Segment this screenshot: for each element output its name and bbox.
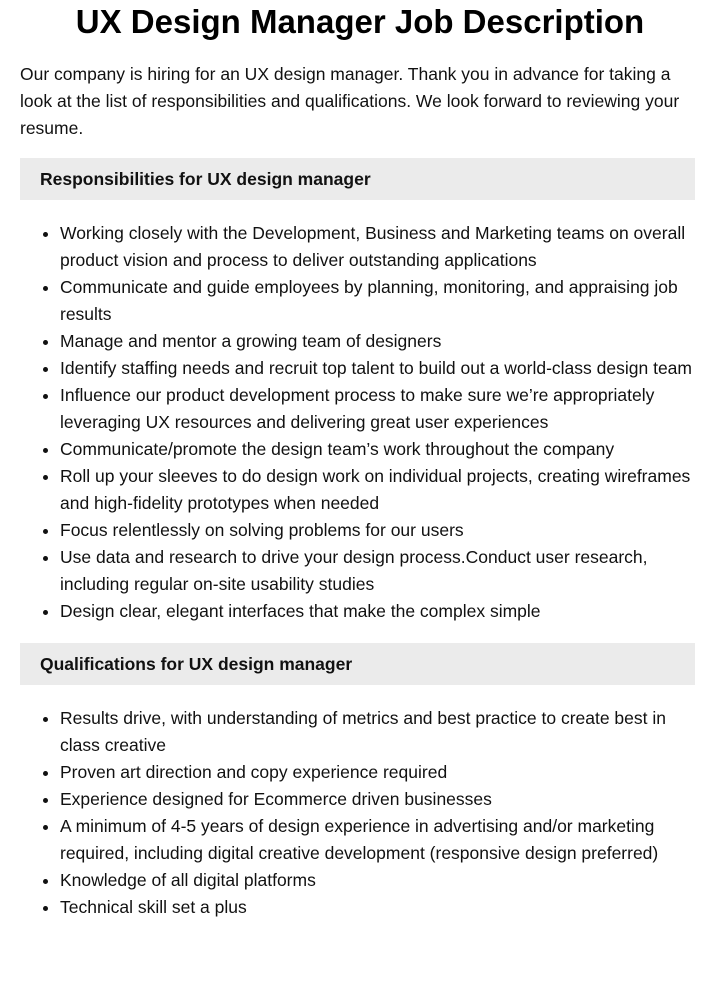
intro-paragraph: Our company is hiring for an UX design manager. Thank you in advance for taking a look at the list of responsibilities and qualifications. We look forward to reviewing your resume.: [20, 64, 680, 138]
list-item: • Design clear, elegant interfaces that make the complex simple: [60, 598, 700, 625]
list-item: • Identify staffing needs and recruit top talent to build out a world-class design team: [60, 355, 700, 382]
responsibilities-list: [0, 220, 700, 625]
list-item: • Proven art direction and copy experience required: [60, 759, 700, 786]
responsibilities-heading: Responsibilities for UX design manager: [20, 158, 695, 200]
list-item: • A minimum of 4-5 years of design experience in advertising and/or marketing required, including digital creative development (responsive design preferred): [60, 813, 700, 867]
list-item: • Focus relentlessly on solving problems for our users: [60, 517, 700, 544]
list-item: • Influence our product development process to make sure we’re appropriately leveraging UX resources and delivering great user experiences: [60, 382, 700, 436]
list-item: • Knowledge of all digital platforms: [60, 867, 700, 894]
page-title: UX Design Manager Job Description: [75, 3, 645, 40]
list-item: • Communicate and guide employees by planning, monitoring, and appraising job results: [60, 274, 700, 328]
list-item: • Roll up your sleeves to do design work on individual projects, creating wireframes and high-fidelity prototypes when needed: [60, 463, 700, 517]
list-item: • Working closely with the Development, Business and Marketing teams on overall product vision and process to deliver outstanding applications: [60, 220, 700, 274]
list-item: • Communicate/promote the design team’s work throughout the company: [60, 436, 700, 463]
qualifications-list: [0, 705, 700, 921]
list-item: • Technical skill set a plus: [60, 894, 700, 921]
list-item: • Use data and research to drive your design process.Conduct user research, including regular on-site usability studies: [60, 544, 700, 598]
list-item: • Results drive, with understanding of metrics and best practice to create best in class creative: [60, 705, 700, 759]
list-item: • Manage and mentor a growing team of designers: [60, 328, 700, 355]
list-item: • Experience designed for Ecommerce driven businesses: [60, 786, 700, 813]
qualifications-heading: Qualifications for UX design manager: [20, 643, 695, 685]
